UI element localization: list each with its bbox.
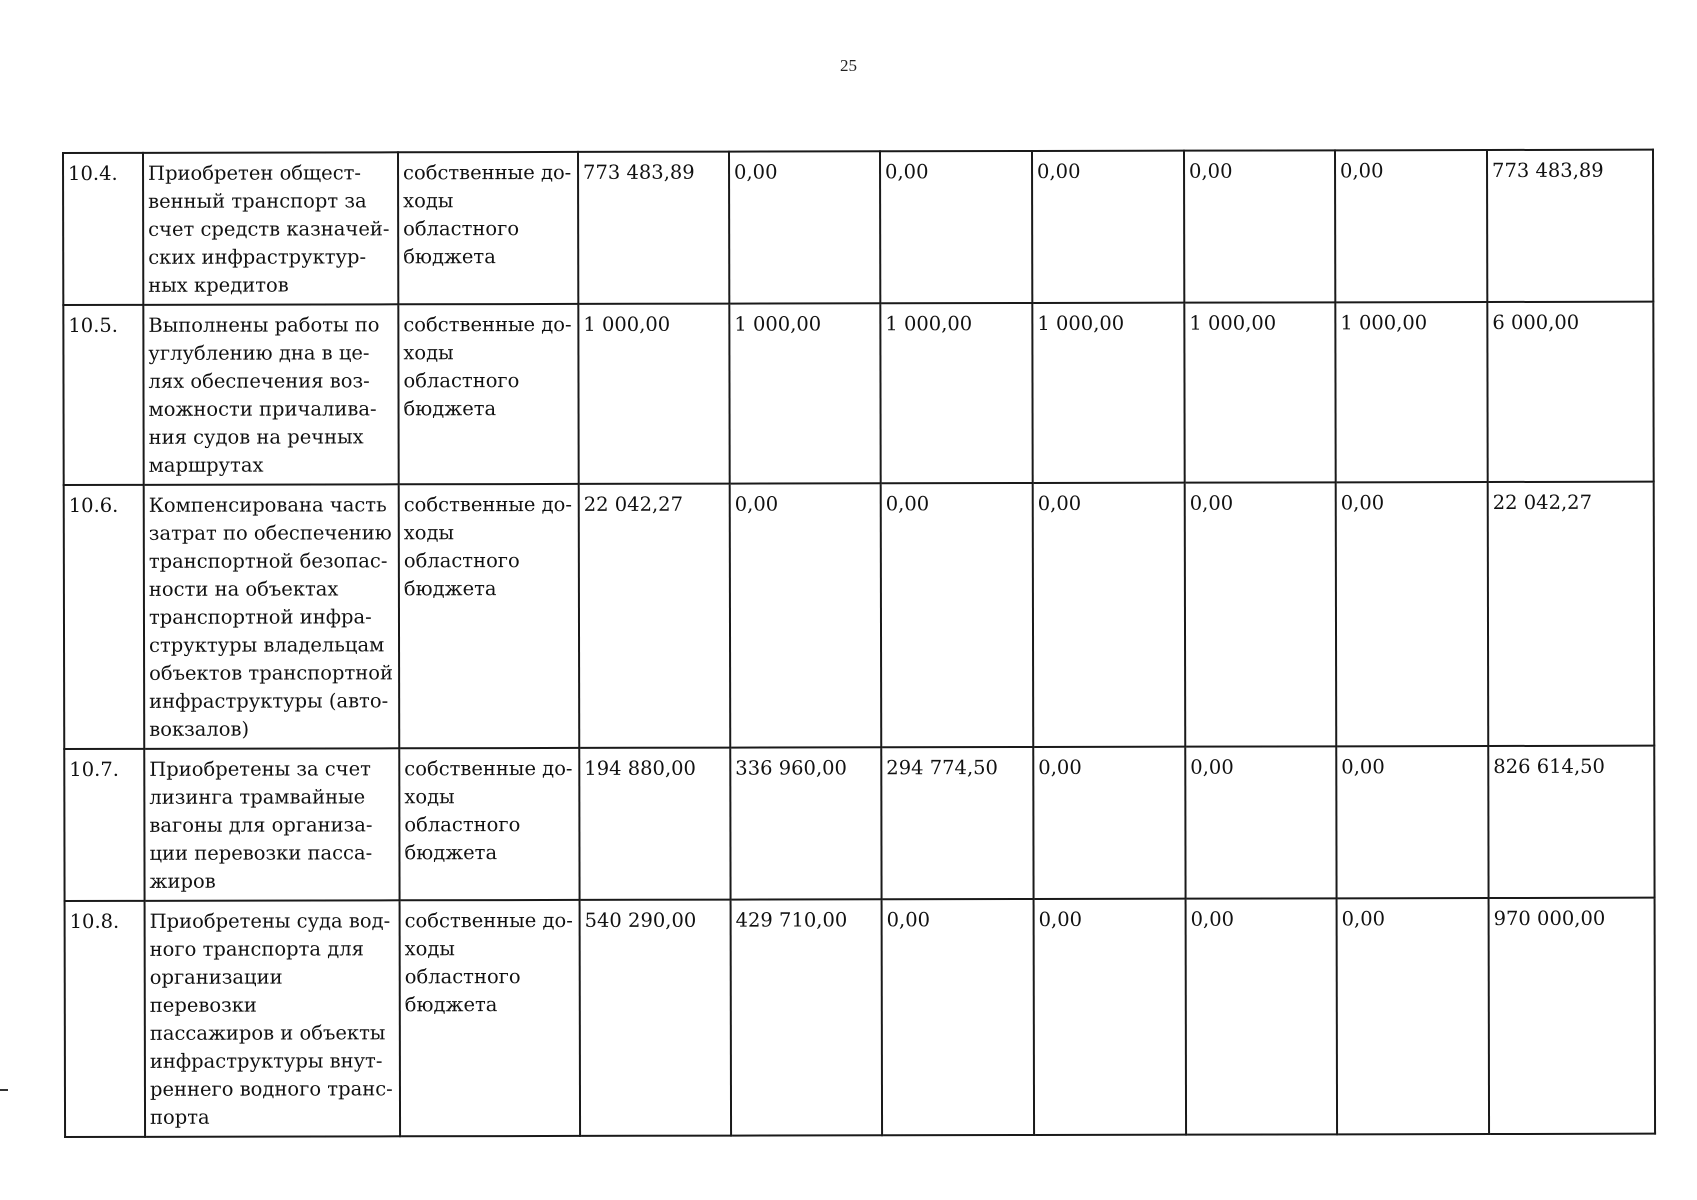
value-cell: 294 774,50	[881, 747, 1033, 899]
page-number: 25	[840, 56, 857, 75]
value-cell: 1 000,00	[1335, 302, 1487, 482]
funding-source: собственные до- ходы областного бюджета	[399, 748, 579, 900]
scan-edge-mark	[0, 1089, 8, 1091]
funding-source: собственные до- ходы областного бюджета	[400, 900, 580, 1136]
funding-source: собственные до- ходы областного бюджета	[398, 152, 578, 304]
value-cell: 0,00	[881, 483, 1034, 747]
row-number: 10.8.	[65, 901, 145, 1137]
value-cell: 429 710,00	[731, 899, 882, 1135]
value-cell: 0,00	[880, 151, 1032, 303]
value-cell: 1 000,00	[1184, 302, 1335, 482]
value-cell: 0,00	[1185, 746, 1336, 898]
value-cell: 540 290,00	[580, 900, 731, 1136]
measure-name: Приобретены за счет лизинга трамвайные вагоны для организа- ции перевозки пасса- жиров	[144, 748, 399, 901]
value-cell: 0,00	[1184, 150, 1335, 302]
funding-source: собственные до- ходы областного бюджета	[399, 484, 580, 748]
value-cell: 0,00	[1336, 746, 1488, 898]
row-number: 10.4.	[63, 153, 143, 305]
table-row	[63, 150, 1653, 305]
value-cell: 0,00	[1335, 150, 1487, 302]
value-cell: 336 960,00	[730, 747, 881, 899]
value-cell: 0,00	[1336, 482, 1489, 746]
value-cell: 1 000,00	[729, 303, 880, 483]
table-row	[64, 482, 1655, 749]
total-cell: 773 483,89	[1487, 150, 1653, 302]
row-number: 10.7.	[64, 749, 144, 901]
value-cell: 1 000,00	[1032, 303, 1184, 483]
value-cell: 1 000,00	[880, 303, 1032, 483]
value-cell: 0,00	[1185, 482, 1337, 746]
row-number: 10.6.	[64, 485, 145, 749]
total-cell: 22 042,27	[1488, 482, 1655, 746]
value-cell: 0,00	[1034, 899, 1186, 1135]
value-cell: 22 042,27	[579, 484, 731, 748]
value-cell: 0,00	[1186, 898, 1337, 1134]
value-cell: 0,00	[1032, 151, 1184, 303]
total-cell: 826 614,50	[1488, 746, 1654, 898]
value-cell: 1 000,00	[578, 304, 729, 484]
value-cell: 0,00	[730, 483, 882, 747]
value-cell: 0,00	[882, 899, 1034, 1135]
value-cell: 773 483,89	[578, 152, 729, 304]
value-cell: 0,00	[729, 151, 880, 303]
funding-source: собственные до- ходы областного бюджета	[398, 304, 578, 484]
table-row	[65, 898, 1655, 1137]
total-cell: 970 000,00	[1489, 898, 1655, 1134]
measure-name: Приобретен общест- венный транспорт за счет средств казначей- ских инфраструктур- ных кредитов	[143, 152, 398, 305]
total-cell: 6 000,00	[1487, 302, 1653, 482]
row-number: 10.5.	[63, 305, 143, 485]
value-cell: 0,00	[1033, 483, 1186, 747]
budget-table	[62, 149, 1656, 1138]
value-cell: 194 880,00	[579, 748, 730, 900]
table-row	[63, 302, 1653, 485]
value-cell: 0,00	[1033, 747, 1185, 899]
table-row	[64, 746, 1654, 901]
measure-name: Выполнены работы по углублению дна в це- лях обеспечения воз- можности причалива- ния судов на речных маршрутах	[143, 304, 398, 485]
measure-name: Приобретены суда вод- ного транспорта для организации перевозки пассажиров и объекты инфраструктуры внут- реннего водного транс- порта	[145, 900, 400, 1137]
measure-name: Компенсирована часть затрат по обеспечению транспортной безопас- ности на объектах транспортной инфра- структуры владельцам объектов транспортной инфраструктуры (авто- вокзалов)	[144, 484, 400, 749]
value-cell: 0,00	[1337, 898, 1489, 1134]
